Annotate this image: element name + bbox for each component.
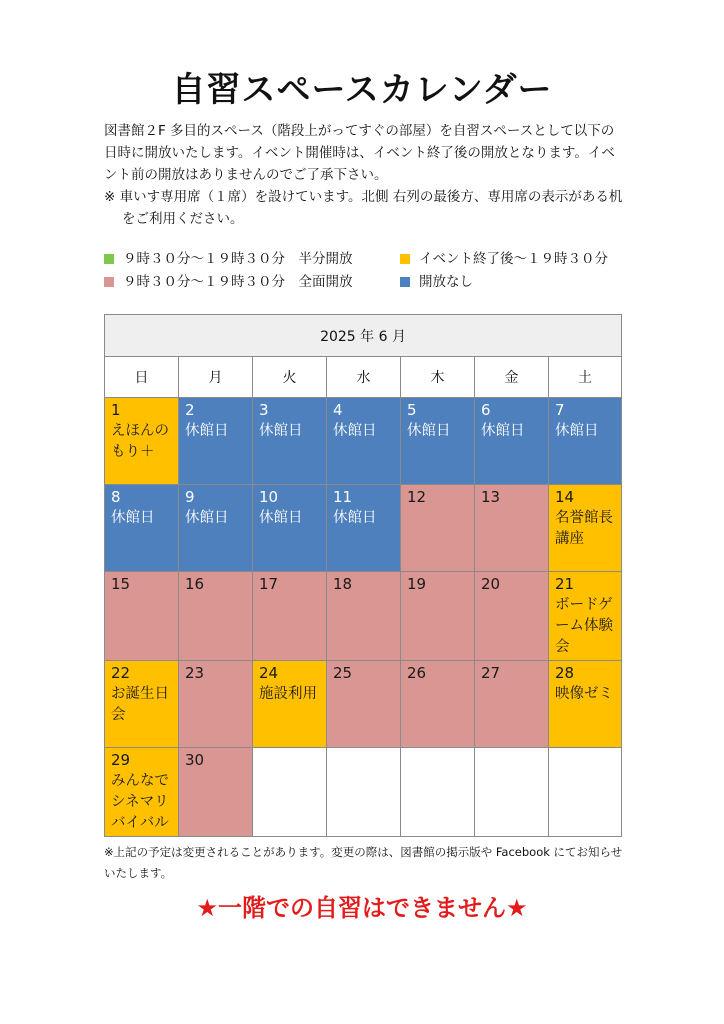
day-number: 18 [333, 575, 353, 593]
day-event-label: みんなでシネマリバイバル [111, 773, 169, 831]
day-number: 8 [111, 488, 121, 506]
day-event-label: 休館日 [407, 423, 451, 439]
day-number: 25 [333, 664, 353, 682]
day-number: 13 [481, 488, 501, 506]
weekday-header: 金 [475, 357, 549, 398]
day-event-label: 休館日 [259, 423, 303, 439]
calendar-day-cell [475, 398, 549, 485]
calendar-day-cell [549, 398, 622, 485]
day-number: 29 [111, 751, 131, 769]
weekday-header: 土 [549, 357, 622, 398]
weekday-header: 火 [253, 357, 327, 398]
day-number: 14 [555, 488, 575, 506]
calendar-week-row [105, 748, 622, 837]
day-number: 24 [259, 664, 279, 682]
calendar-day-cell [253, 572, 327, 661]
day-number: 1 [111, 401, 121, 419]
day-event-label: お誕生日会 [111, 686, 169, 723]
calendar-day-cell [253, 748, 327, 837]
day-number: 11 [333, 488, 353, 506]
day-number: 30 [185, 751, 205, 769]
day-event-label: 休館日 [333, 423, 377, 439]
day-event-label: 休館日 [111, 510, 155, 526]
day-number: 2 [185, 401, 195, 419]
intro-description: 図書館２F 多目的スペース（階段上がってすぐの部屋）を自習スペースとして以下の日時に開放いたします。イベント開催時は、イベント終了後の開放となります。イベント前の開放はありませんのでご了承下さい。 [104, 123, 615, 183]
calendar-week-row [105, 572, 622, 661]
day-event-label: 休館日 [481, 423, 525, 439]
day-number: 6 [481, 401, 491, 419]
day-number: 28 [555, 664, 575, 682]
day-event-label: 映像ゼミ [555, 686, 613, 702]
calendar-day-cell [105, 398, 179, 485]
legend-swatch [104, 277, 114, 287]
weekday-header: 月 [179, 357, 253, 398]
day-number: 15 [111, 575, 131, 593]
calendar-day-cell [327, 748, 401, 837]
calendar-day-cell [401, 572, 475, 661]
calendar-day-cell [327, 661, 401, 748]
legend-swatch [400, 254, 410, 264]
legend-label: ９時３０分～１９時３０分 全面開放 [123, 274, 353, 290]
warning-message: ★一階での自習はできません★ [196, 894, 528, 922]
calendar-day-cell [253, 485, 327, 572]
day-event-label: 休館日 [185, 510, 229, 526]
calendar-day-cell [179, 661, 253, 748]
day-number: 4 [333, 401, 343, 419]
calendar-day-cell [105, 485, 179, 572]
day-number: 16 [185, 575, 205, 593]
calendar-day-cell [475, 748, 549, 837]
calendar-day-cell [401, 485, 475, 572]
legend-label: 開放なし [419, 274, 473, 290]
calendar-day-cell [327, 572, 401, 661]
weekday-header: 木 [401, 357, 475, 398]
day-number: 5 [407, 401, 417, 419]
day-number: 23 [185, 664, 205, 682]
day-number: 20 [481, 575, 501, 593]
calendar-day-cell [179, 485, 253, 572]
day-number: 9 [185, 488, 195, 506]
day-number: 19 [407, 575, 427, 593]
wheelchair-note: ※ 車いす専用席（１席）を設けています。北側 右列の最後方、専用席の表示がある机をご利用ください。 [104, 189, 623, 227]
legend-item [104, 249, 400, 269]
page-title: 自習スペースカレンダー [171, 70, 553, 110]
legend-label: イベント終了後～１９時３０分 [419, 251, 608, 267]
calendar-day-cell [179, 572, 253, 661]
day-event-label: 休館日 [185, 423, 229, 439]
calendar-day-cell [549, 572, 622, 661]
calendar-day-cell [549, 485, 622, 572]
legend-item [400, 249, 624, 269]
legend-swatch [104, 254, 114, 264]
day-number: 17 [259, 575, 279, 593]
calendar-week-row [105, 398, 622, 485]
day-event-label: ボードゲーム体験会 [555, 597, 613, 655]
day-number: 3 [259, 401, 269, 419]
day-number: 10 [259, 488, 279, 506]
calendar-day-cell [549, 661, 622, 748]
calendar-day-cell [179, 398, 253, 485]
day-event-label: 施設利用 [259, 686, 317, 702]
calendar-week-row [105, 485, 622, 572]
day-number: 26 [407, 664, 427, 682]
calendar-day-cell [401, 398, 475, 485]
calendar-day-cell [475, 572, 549, 661]
intro-text [104, 120, 624, 230]
calendar-day-cell [327, 398, 401, 485]
day-event-label: 名誉館長講座 [555, 510, 613, 547]
day-event-label: 休館日 [333, 510, 377, 526]
calendar-day-cell [549, 748, 622, 837]
legend [104, 249, 624, 292]
calendar-table [104, 314, 622, 837]
calendar-day-cell [105, 572, 179, 661]
legend-item [400, 272, 624, 292]
day-event-label: えほんのもり＋ [111, 423, 169, 460]
calendar-day-cell [327, 485, 401, 572]
calendar-week-row [105, 661, 622, 748]
day-number: 22 [111, 664, 131, 682]
calendar-day-cell [253, 661, 327, 748]
calendar-month-label: 2025 年 6 月 [105, 315, 622, 357]
day-number: 12 [407, 488, 427, 506]
weekday-header-row [105, 357, 622, 398]
day-event-label: 休館日 [555, 423, 599, 439]
legend-label: ９時３０分～１９時３０分 半分開放 [123, 251, 353, 267]
calendar-day-cell [401, 748, 475, 837]
weekday-header: 水 [327, 357, 401, 398]
footnote: ※上記の予定は変更されることがあります。変更の際は、図書館の掲示版や Facebook にてお知らせいたします。 [104, 845, 623, 880]
weekday-header: 日 [105, 357, 179, 398]
calendar-day-cell [475, 661, 549, 748]
legend-item [104, 272, 400, 292]
calendar-day-cell [475, 485, 549, 572]
calendar-day-cell [179, 748, 253, 837]
day-number: 27 [481, 664, 501, 682]
day-number: 7 [555, 401, 565, 419]
calendar-day-cell [401, 661, 475, 748]
day-number: 21 [555, 575, 575, 593]
legend-swatch [400, 277, 410, 287]
calendar-day-cell [105, 748, 179, 837]
calendar-day-cell [105, 661, 179, 748]
calendar-day-cell [253, 398, 327, 485]
day-event-label: 休館日 [259, 510, 303, 526]
